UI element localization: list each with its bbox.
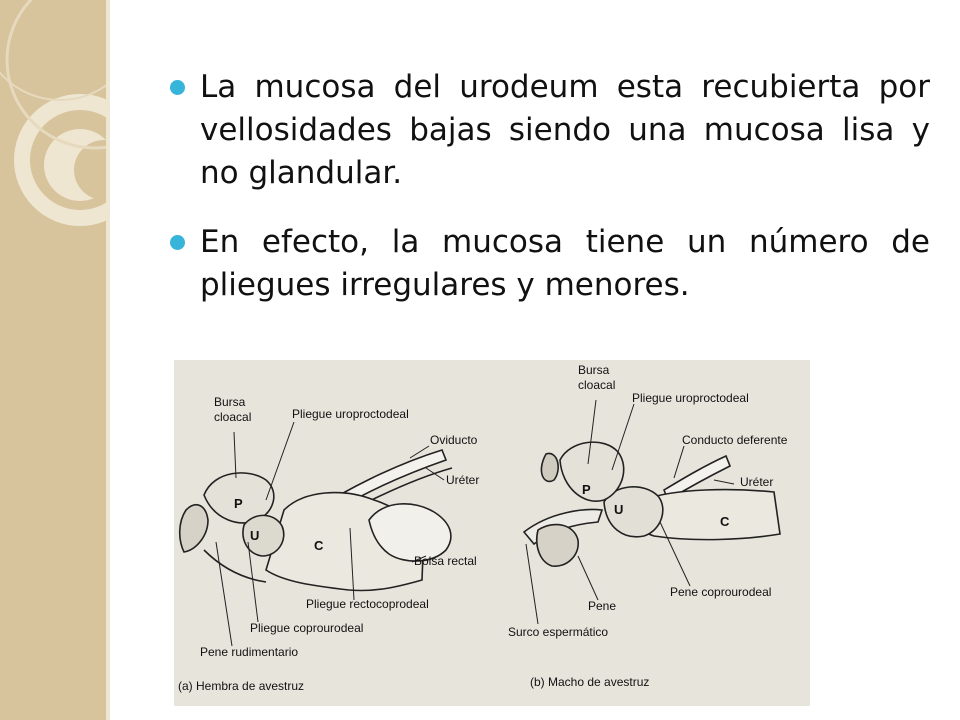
anatomy-figure xyxy=(174,360,810,706)
label-pliegue-uroproctodeal: Pliegue uroproctodeal xyxy=(632,391,749,405)
male-drawing xyxy=(524,442,780,566)
label-pene: Pene xyxy=(588,599,617,613)
bullet-text: En efecto, la mucosa tiene un número de pliegues irregulares y menores. xyxy=(200,224,930,303)
label-pene-coprourodeal: Pene coprourodeal xyxy=(670,585,772,599)
label-c: C xyxy=(720,514,730,529)
label-cloacal: cloacal xyxy=(578,378,616,392)
label-p: P xyxy=(582,482,591,497)
label-u: U xyxy=(250,528,260,543)
label-bursa: Bursa xyxy=(214,395,246,409)
bullet-list xyxy=(170,66,930,333)
label-u: U xyxy=(614,502,624,517)
caption-female: (a) Hembra de avestruz xyxy=(178,679,305,693)
label-oviducto: Oviducto xyxy=(430,433,478,447)
bullet-dot-icon xyxy=(170,80,185,95)
label-pene-rudimentario: Pene rudimentario xyxy=(200,645,299,659)
label-surco-espermatico: Surco espermático xyxy=(508,625,609,639)
label-ureter: Uréter xyxy=(446,473,480,487)
label-cloacal: cloacal xyxy=(214,410,252,424)
label-ureter: Uréter xyxy=(740,475,774,489)
label-pliegue-coprourodeal: Pliegue coprourodeal xyxy=(250,621,364,635)
caption-male: (b) Macho de avestruz xyxy=(530,675,650,689)
bullet-item xyxy=(170,66,930,195)
label-p: P xyxy=(234,496,243,511)
bullet-text: La mucosa del urodeum esta recubierta por vellosidades bajas siendo una mucosa lisa y no glandular. xyxy=(200,69,930,191)
cloaca-diagram xyxy=(174,360,810,706)
label-pliegue-uroproctodeal: Pliegue uroproctodeal xyxy=(292,407,409,421)
sidebar-circles-decoration xyxy=(0,0,106,720)
label-bolsa-rectal: Bolsa rectal xyxy=(414,554,477,568)
bullet-dot-icon xyxy=(170,235,185,250)
sidebar-edge xyxy=(106,0,110,720)
decorative-sidebar xyxy=(0,0,106,720)
label-pliegue-rectocoprodeal: Pliegue rectocoprodeal xyxy=(306,597,429,611)
label-c: C xyxy=(314,538,324,553)
label-conducto-deferente: Conducto deferente xyxy=(682,433,788,447)
label-bursa: Bursa xyxy=(578,363,610,377)
bullet-item xyxy=(170,221,930,307)
